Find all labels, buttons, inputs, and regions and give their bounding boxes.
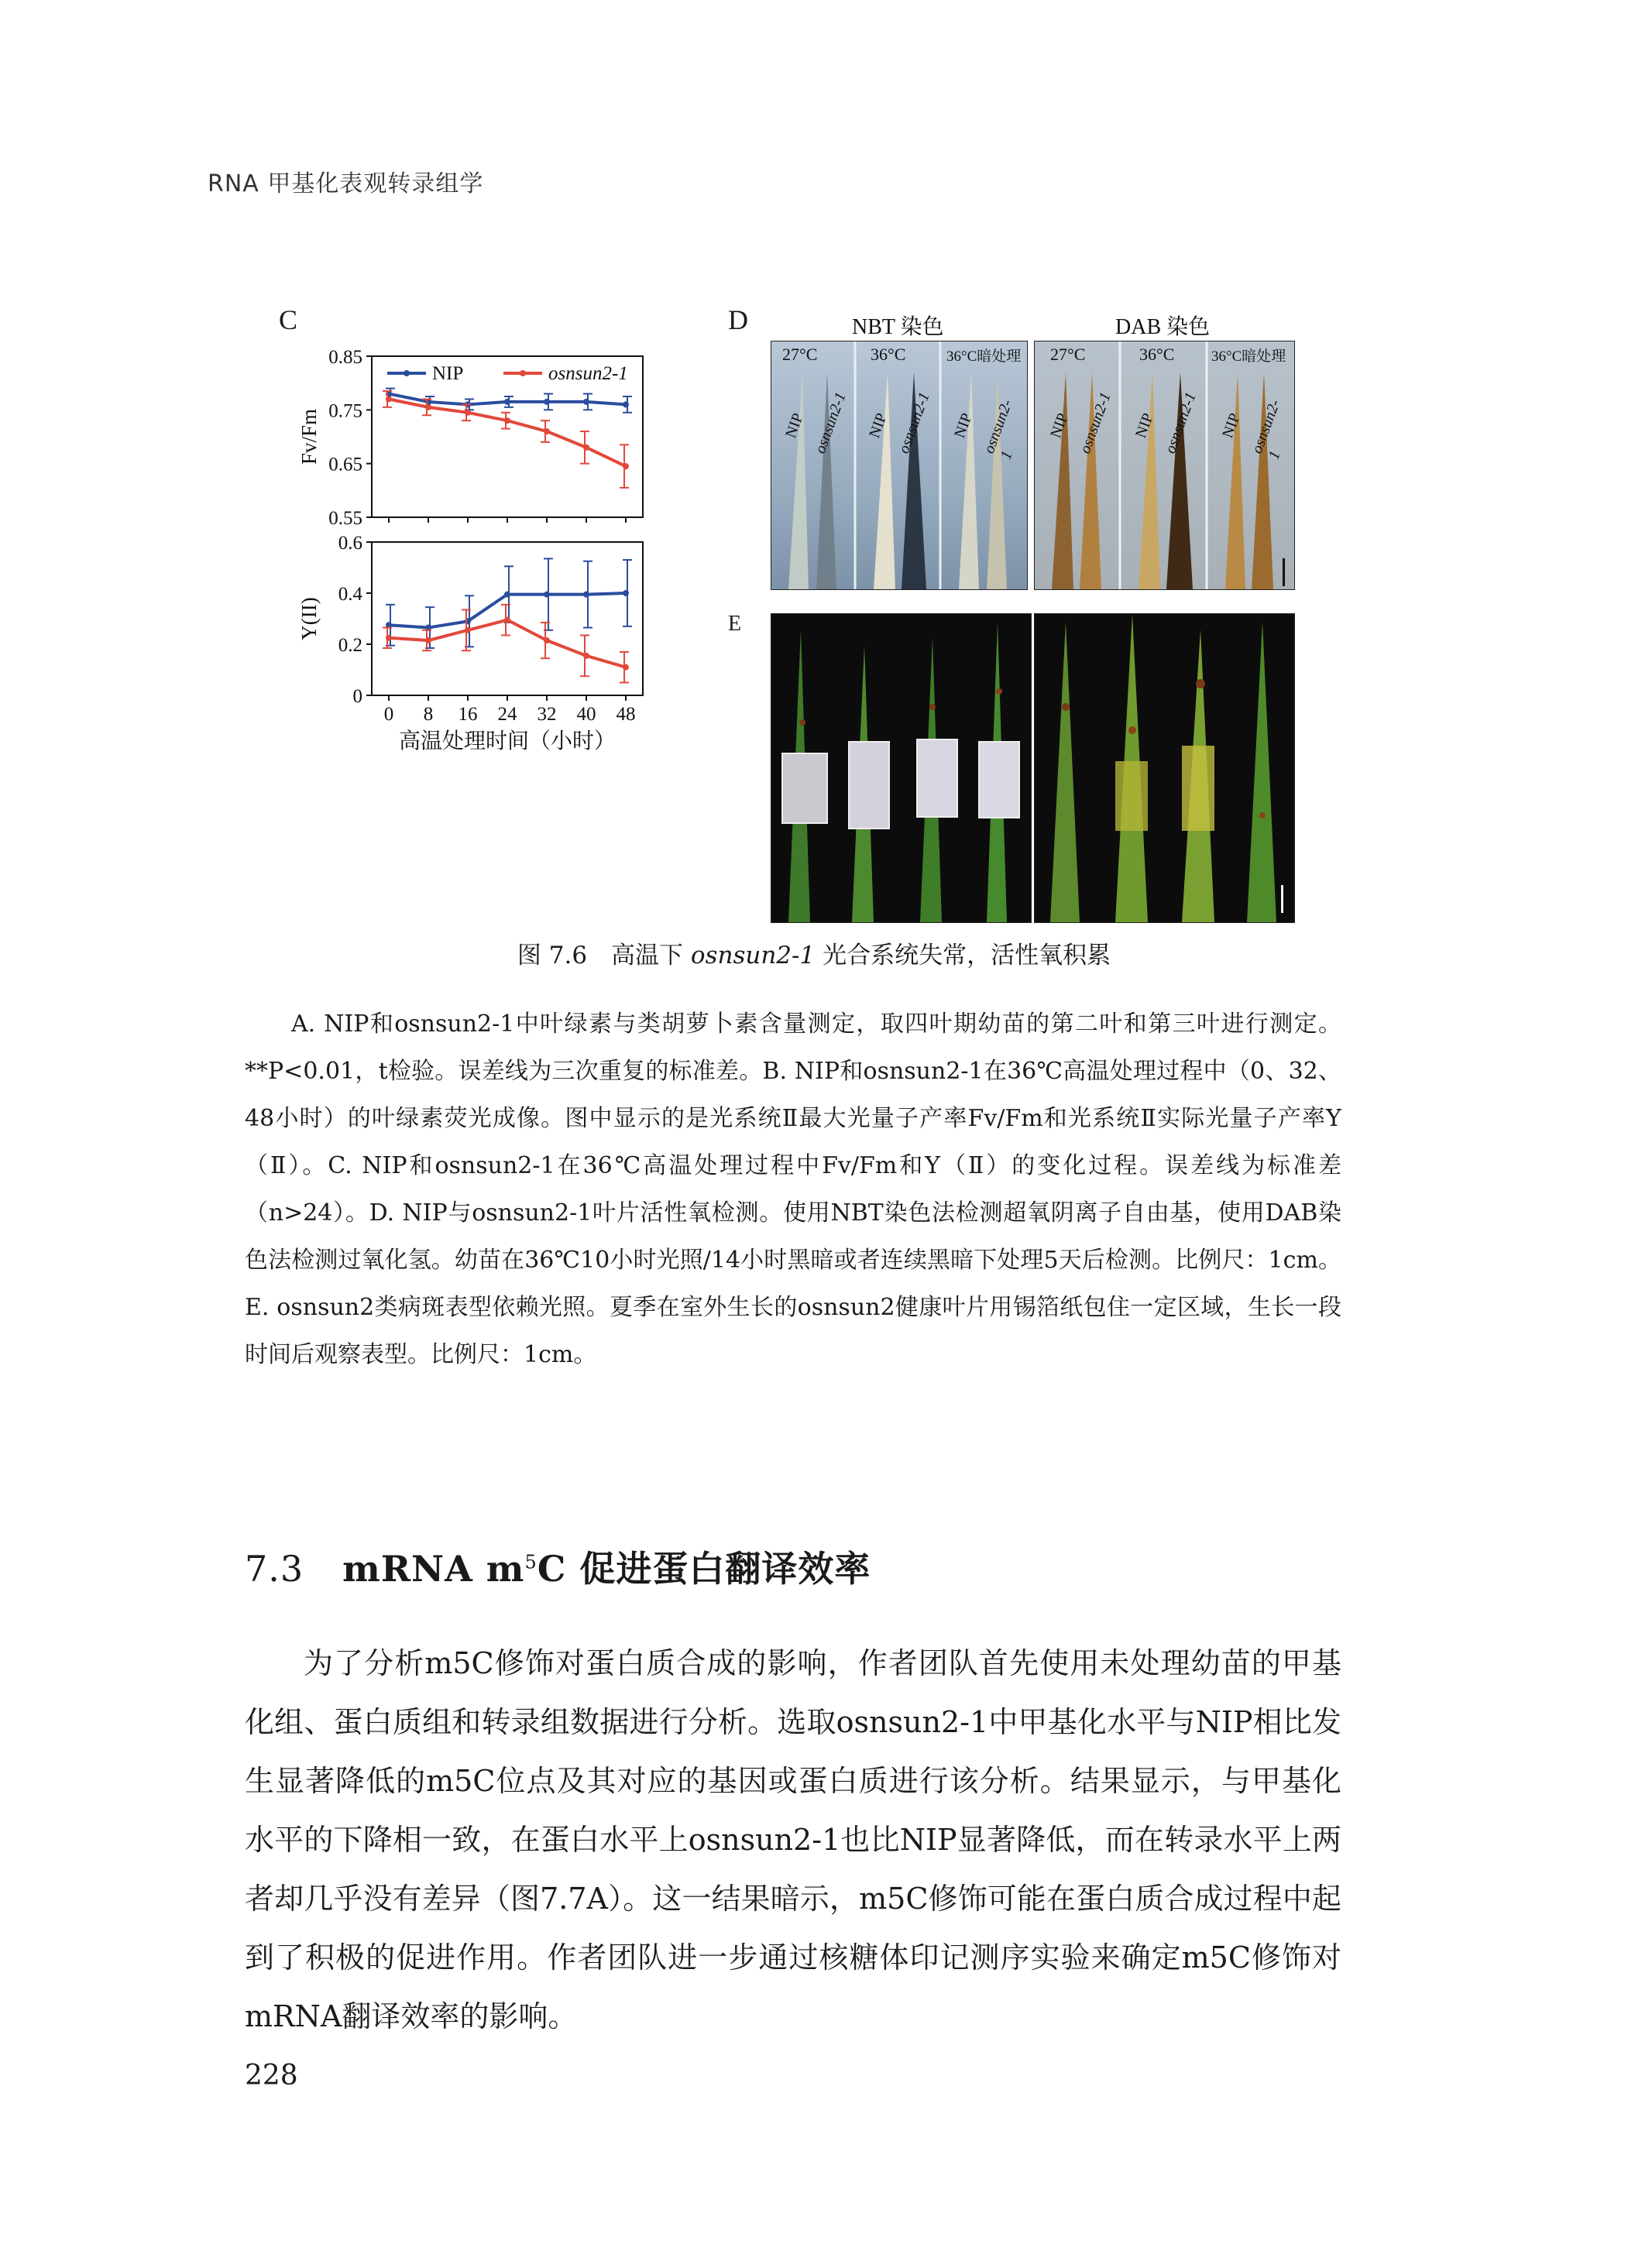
panel-d-label: D — [728, 304, 748, 335]
lesion-leaves — [1035, 614, 1294, 922]
data-point — [544, 637, 550, 643]
dab-cond-3: 36°C暗处理 — [1211, 348, 1286, 365]
caption-prefix: 图 7.6 高温下 — [517, 942, 691, 969]
body-paragraph — [245, 1634, 1341, 2046]
panel-e-label: E — [728, 612, 742, 636]
line-chart-svg — [287, 333, 674, 767]
section-heading — [245, 1541, 871, 1592]
leaf-label-nip: NIP — [1132, 410, 1157, 441]
x-tick-label: 48 — [616, 704, 636, 725]
leaf-label-mutant: osnsun2-1 — [1077, 389, 1115, 456]
legend-marker — [520, 370, 526, 376]
y-tick-label: 0.4 — [338, 584, 362, 605]
caption-italic: osnsun2-1 — [690, 942, 816, 969]
x-tick-label: 24 — [497, 704, 517, 725]
data-point — [465, 410, 471, 416]
data-point — [504, 592, 510, 598]
caption-suffix: 光合系统失常，活性氧积累 — [815, 942, 1111, 969]
y-tick-label: 0.85 — [328, 347, 362, 368]
figure-notes-text: A. NIP和osnsun2-1中叶绿素与类胡萝卜素含量测定，取四叶期幼苗的第二叶和第三叶进行测定。**P<0.01，t检验。误差线为三次重复的标准差。B. NIP和osnsun2-1在36℃高温处理过程中（0、32、48小时）的叶绿素荧光成像。图中显示的是光系统Ⅱ最大光量子产率Fv/Fm和光系统Ⅱ实际光量子产率Y（Ⅱ）。C. NIP和osnsun2-1在36℃高温处理过程中Fv/Fm和Y（Ⅱ）的变化过程。误差线为标准差（n>24）。D. NIP与osnsun2-1叶片活性氧检测。使用NBT染色法检测超氧阴离子自由基，使用DAB染色法检测过氧化氢。幼苗在36℃10小时光照/14小时黑暗或者连续黑暗下处理5天后检测。比例尺：1cm。E. osnsun2类病斑表型依赖光照。夏季在室外生长的osnsun2健康叶片用锡箔纸包住一定区域，生长一段时间后观察表型。比例尺：1cm。 — [245, 1010, 1341, 1368]
x-tick-label: 0 — [383, 704, 394, 725]
data-point — [583, 399, 589, 405]
leaf-label-nip: NIP — [1047, 410, 1072, 441]
x-tick-label: 40 — [576, 704, 596, 725]
data-point — [583, 592, 589, 598]
figure-caption — [0, 935, 1628, 970]
data-point — [623, 664, 629, 671]
legend-marker — [404, 370, 410, 376]
data-point — [504, 417, 510, 424]
nbt-cond-1: 27°C — [782, 345, 818, 364]
nbt-stain-photo — [771, 341, 1028, 590]
data-point — [504, 399, 510, 405]
legend-label: osnsun2-1 — [548, 363, 628, 384]
foil-leaves — [771, 614, 1031, 922]
data-point — [425, 637, 431, 643]
data-point — [623, 590, 629, 596]
section-title-post: C 促进蛋白翻译效率 — [537, 1548, 871, 1590]
page-number: 228 — [245, 2060, 298, 2091]
dab-cond-1: 27°C — [1050, 345, 1086, 364]
leaf-label-nip: NIP — [782, 410, 807, 441]
y-tick-label: 0.75 — [328, 400, 362, 422]
x-tick-label: 32 — [537, 704, 557, 725]
unwrapped-leaves-photo — [1034, 613, 1295, 923]
panel-c-label: C — [279, 304, 298, 335]
leaf-label-mutant: osnsun2-1 — [812, 389, 850, 456]
nbt-leaves — [771, 341, 1027, 589]
data-point — [583, 444, 589, 451]
leaf-label-mutant: osnsun2-1 — [895, 389, 933, 456]
data-point — [544, 428, 550, 434]
nbt-cond-2: 36°C — [871, 345, 906, 364]
y-axis-label: Y(II) — [297, 597, 321, 640]
y-tick-label: 0.55 — [328, 508, 362, 529]
data-point — [425, 404, 431, 410]
x-axis-label: 高温处理时间（小时） — [398, 729, 617, 753]
y-tick-label: 0.65 — [328, 454, 362, 475]
y-tick-label: 0 — [352, 686, 362, 707]
dab-leaves — [1035, 341, 1294, 589]
leaf-label-mutant: osnsun2-1 — [1248, 397, 1284, 462]
leaf-label-nip: NIP — [951, 410, 976, 441]
x-tick-label: 8 — [423, 704, 434, 725]
dab-stain-photo — [1034, 341, 1295, 590]
foil-wrapped-leaves-photo — [771, 613, 1032, 923]
section-title-sup: 5 — [524, 1551, 538, 1573]
x-tick-label: 16 — [458, 704, 478, 725]
nbt-cond-3: 36°C暗处理 — [946, 348, 1022, 365]
data-point — [465, 627, 471, 633]
leaf-label-mutant: osnsun2-1 — [981, 397, 1016, 462]
data-point — [623, 401, 629, 407]
y-tick-label: 0.2 — [338, 635, 362, 656]
dab-cond-2: 36°C — [1139, 345, 1175, 364]
data-point — [583, 653, 589, 659]
panel-c-chart — [287, 333, 674, 767]
leaf-label-nip: NIP — [866, 410, 891, 441]
dab-title: DAB 染色 — [1115, 315, 1211, 339]
y-tick-label: 0.6 — [338, 533, 362, 554]
leaf-label-mutant: osnsun2-1 — [1162, 389, 1200, 456]
section-title-pre: mRNA m — [342, 1548, 525, 1590]
data-point — [386, 396, 392, 402]
figure-notes — [245, 1000, 1341, 1378]
data-point — [386, 635, 392, 641]
nbt-title: NBT 染色 — [852, 315, 944, 339]
y-axis-label: Fv/Fm — [297, 408, 321, 465]
section-number: 7.3 — [245, 1548, 304, 1590]
body-text: 为了分析m5C修饰对蛋白质合成的影响，作者团队首先使用未处理幼苗的甲基化组、蛋白质组和转录组数据进行分析。选取osnsun2-1中甲基化水平与NIP相比发生显著降低的m5C位点及其对应的基因或蛋白质进行该分析。结果显示，与甲基化水平的下降相一致，在蛋白水平上osnsun2-1也比NIP显著降低，而在转录水平上两者却几乎没有差异（图7.7A）。这一结果暗示，m5C修饰可能在蛋白质合成过程中起到了积极的促进作用。作者团队进一步通过核糖体印记测序实验来确定m5C修饰对mRNA翻译效率的影响。 — [245, 1646, 1341, 2033]
leaf-label-nip: NIP — [1219, 410, 1244, 441]
data-point — [504, 617, 510, 623]
legend-label: NIP — [432, 363, 464, 384]
data-point — [623, 463, 629, 469]
data-point — [544, 399, 550, 405]
data-point — [544, 592, 550, 598]
running-header: RNA 甲基化表观转录组学 — [208, 170, 484, 197]
